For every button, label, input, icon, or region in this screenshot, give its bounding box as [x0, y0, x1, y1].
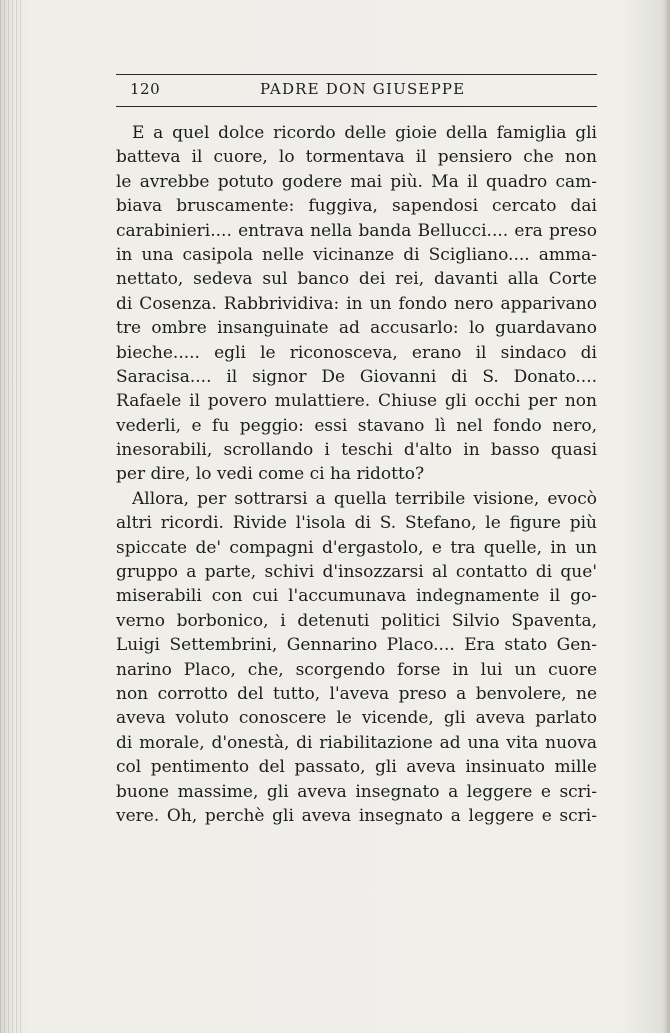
text-line: col pentimento del passato, gli aveva insinuato mille	[116, 757, 597, 778]
text-line: miserabili con cui l'accumunava indegnamente il go-	[116, 586, 597, 607]
text-line: Rafaele il povero mulattiere. Chiuse gli occhi per non	[116, 391, 597, 412]
text-line: carabinieri.... entrava nella banda Bellucci.... era preso	[116, 220, 597, 241]
text-line: biava bruscamente: fuggiva, sapendosi cercato dai	[116, 196, 597, 217]
text-line: altri ricordi. Rivide l'isola di S. Stefano, le figure più	[116, 513, 597, 534]
text-line: Allora, per sottrarsi a quella terribile visione, evocò	[132, 488, 597, 509]
header-rule-bottom	[116, 106, 597, 107]
text-line: verno borbonico, i detenuti politici Silvio Spaventa,	[116, 610, 597, 631]
page-number: 120	[130, 80, 161, 98]
text-line: le avrebbe potuto godere mai più. Ma il quadro cam-	[116, 171, 597, 192]
text-line: inesorabili, scrollando i teschi d'alto in basso quasi	[116, 440, 597, 461]
text-line: di morale, d'onestà, di riabilitazione ad una vita nuova	[116, 732, 597, 753]
text-line: buone massime, gli aveva insegnato a leggere e scri-	[116, 781, 597, 802]
text-line: Saracisa.... il signor De Giovanni di S. Donato....	[116, 366, 597, 387]
header-rule-top	[116, 74, 597, 75]
text-line: Luigi Settembrini, Gennarino Placo.... Era stato Gen-	[116, 635, 597, 656]
running-title: PADRE DON GIUSEPPE	[260, 80, 466, 98]
body-text	[116, 121, 597, 828]
page-shadow	[664, 0, 670, 1033]
text-line: E a quel dolce ricordo delle gioie della famiglia gli	[132, 123, 597, 143]
text-line: batteva il cuore, lo tormentava il pensiero che non	[116, 147, 597, 168]
text-line: vederli, e fu peggio: essi stavano lì nel fondo nero,	[116, 415, 597, 436]
text-line: narino Placo, che, scorgendo forse in lui un cuore	[116, 659, 597, 680]
text-line: tre ombre insanguinate ad accusarlo: lo guardavano	[116, 318, 597, 339]
page-stack-edge	[0, 0, 22, 1033]
running-header	[116, 72, 597, 112]
text-line: non corrotto del tutto, l'aveva preso a benvolere, ne	[116, 683, 597, 704]
text-line: in una casipola nelle vicinanze di Scigliano.... amma-	[116, 244, 597, 265]
text-line: spiccate de' compagni d'ergastolo, e tra quelle, in un	[116, 537, 597, 558]
text-line: per dire, lo vedi come ci ha ridotto?	[116, 464, 425, 485]
text-line: gruppo a parte, schivi d'insozzarsi al contatto di que'	[116, 562, 597, 583]
text-line: aveva voluto conoscere le vicende, gli aveva parlato	[116, 708, 597, 729]
text-line: nettato, sedeva sul banco dei rei, davanti alla Corte	[116, 269, 597, 290]
text-line: di Cosenza. Rabbrividiva: in un fondo nero apparivano	[116, 293, 597, 314]
text-line: bieche..... egli le riconosceva, erano il sindaco di	[116, 342, 597, 363]
text-line: vere. Oh, perchè gli aveva insegnato a leggere e scri-	[116, 805, 597, 826]
